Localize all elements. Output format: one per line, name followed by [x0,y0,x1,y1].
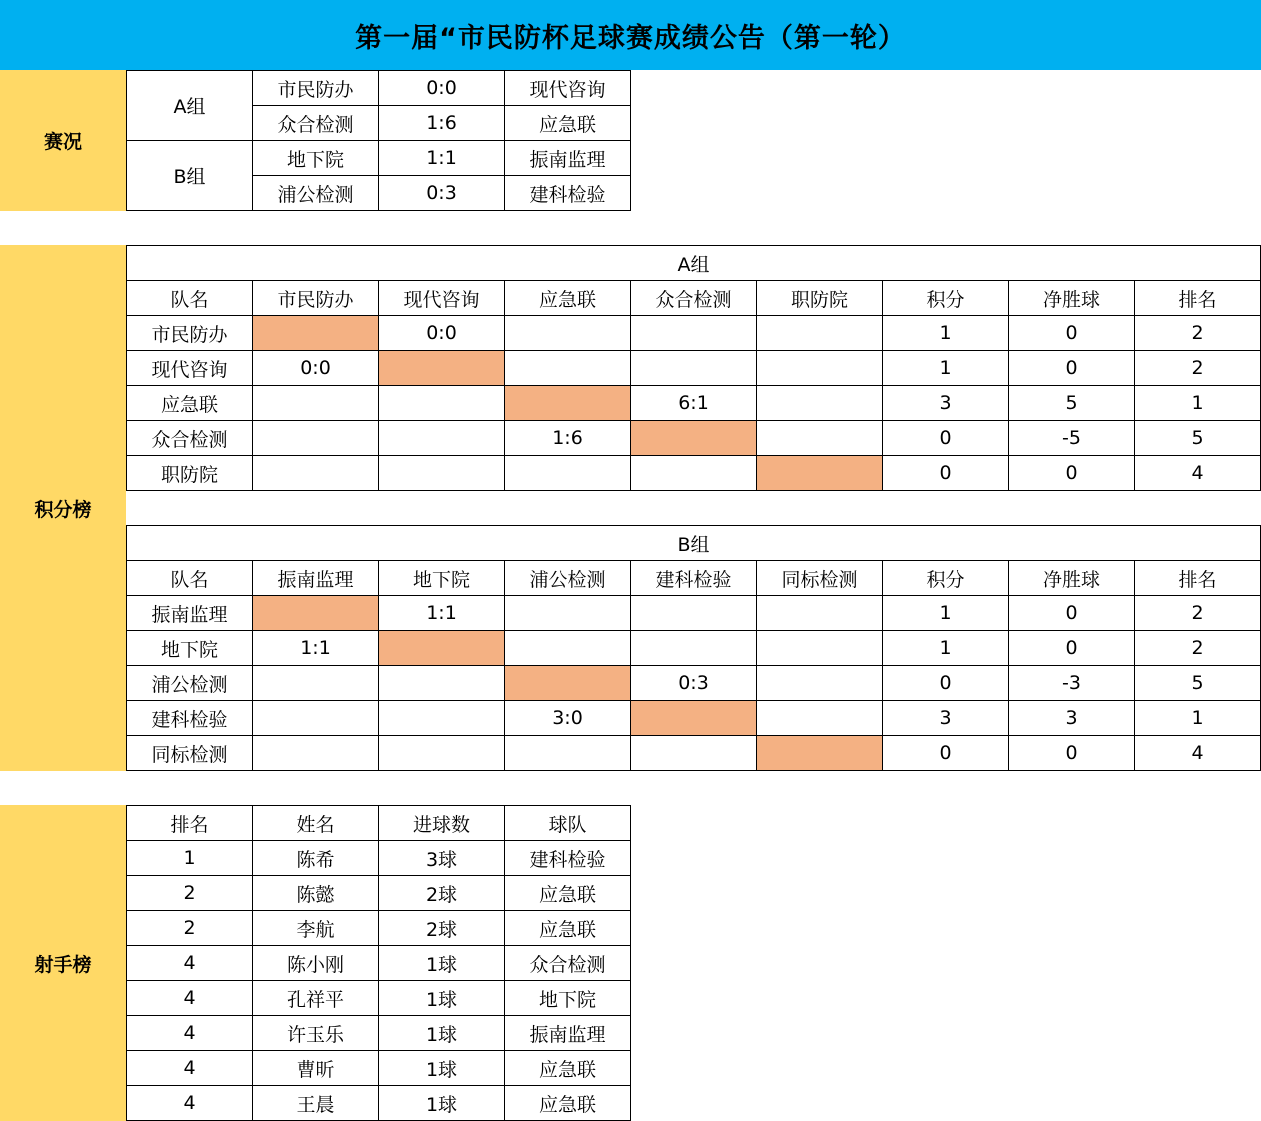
match-result-cell: 6:1 [631,386,757,421]
column-header: 球队 [505,806,631,841]
match-result-cell [505,631,631,666]
match-result-cell: 3:0 [505,701,631,736]
team-name: 地下院 [127,631,253,666]
column-header: 现代咨询 [379,281,505,316]
team-name: 浦公检测 [127,666,253,701]
column-header: 排名 [1135,281,1261,316]
match-result-cell [379,666,505,701]
match-result-cell: 0:0 [253,351,379,386]
column-header: 队名 [127,281,253,316]
column-header: 地下院 [379,561,505,596]
scorer-name: 陈懿 [253,876,379,911]
column-header: 姓名 [253,806,379,841]
match-result-cell [631,596,757,631]
scorer-rank: 4 [127,1016,253,1051]
scorer-name: 孔祥平 [253,981,379,1016]
home-team: 地下院 [253,141,379,176]
scorer-name: 陈小刚 [253,946,379,981]
section-label-results: 赛况 [0,70,126,211]
column-header: 积分 [883,281,1009,316]
match-result-cell [379,701,505,736]
column-header: 净胜球 [1009,281,1135,316]
column-header: 净胜球 [1009,561,1135,596]
diagonal-cell [379,351,505,386]
points: 3 [883,701,1009,736]
match-result-cell [253,701,379,736]
column-header: 队名 [127,561,253,596]
goal-difference: 3 [1009,701,1135,736]
team-name: 现代咨询 [127,351,253,386]
diagonal-cell [379,631,505,666]
column-header: 职防院 [757,281,883,316]
scorer-name: 王晨 [253,1086,379,1121]
diagonal-cell [253,596,379,631]
match-score: 0:3 [379,176,505,211]
team-name: 建科检验 [127,701,253,736]
scorer-team: 建科检验 [505,841,631,876]
goal-difference: 0 [1009,351,1135,386]
away-team: 现代咨询 [505,71,631,106]
match-result-cell [631,351,757,386]
rank: 5 [1135,421,1261,456]
scorer-goals: 1球 [379,1086,505,1121]
column-header: 建科检验 [631,561,757,596]
column-header: 排名 [1135,561,1261,596]
match-result-cell [631,316,757,351]
column-header: 同标检测 [757,561,883,596]
scorer-rank: 4 [127,1086,253,1121]
points: 0 [883,421,1009,456]
points: 0 [883,736,1009,771]
standings-table-group-a [126,245,1261,491]
column-header: 振南监理 [253,561,379,596]
points: 0 [883,666,1009,701]
team-name: 应急联 [127,386,253,421]
match-score: 0:0 [379,71,505,106]
match-result-cell: 0:3 [631,666,757,701]
column-header: 进球数 [379,806,505,841]
match-result-cell [757,666,883,701]
standings-table-group-b [126,525,1261,771]
match-result-cell: 0:0 [379,316,505,351]
diagonal-cell [631,701,757,736]
group-title: A组 [127,246,1261,281]
scorer-rank: 4 [127,946,253,981]
match-result-cell: 1:1 [379,596,505,631]
match-result-cell [505,736,631,771]
rank: 1 [1135,701,1261,736]
match-result-cell [757,316,883,351]
points: 1 [883,596,1009,631]
match-result-cell: 1:1 [253,631,379,666]
match-result-cell [379,736,505,771]
team-name: 同标检测 [127,736,253,771]
scorer-goals: 1球 [379,946,505,981]
diagonal-cell [505,386,631,421]
group-label: B组 [127,141,253,211]
scorer-goals: 1球 [379,1016,505,1051]
scorer-name: 陈希 [253,841,379,876]
team-name: 职防院 [127,456,253,491]
goal-difference: 0 [1009,596,1135,631]
match-result-cell [757,701,883,736]
goal-difference: -5 [1009,421,1135,456]
team-name: 市民防办 [127,316,253,351]
rank: 5 [1135,666,1261,701]
scorer-team: 应急联 [505,1051,631,1086]
goal-difference: 0 [1009,316,1135,351]
goal-difference: -3 [1009,666,1135,701]
home-team: 浦公检测 [253,176,379,211]
points: 1 [883,631,1009,666]
points: 3 [883,386,1009,421]
match-result-cell [631,456,757,491]
match-result-cell [253,736,379,771]
match-result-cell [505,596,631,631]
goal-difference: 5 [1009,386,1135,421]
match-result-cell [253,456,379,491]
scorer-goals: 1球 [379,1051,505,1086]
scorer-team: 应急联 [505,1086,631,1121]
match-result-cell [757,386,883,421]
rank: 2 [1135,631,1261,666]
diagonal-cell [505,666,631,701]
rank: 1 [1135,386,1261,421]
match-result-cell [253,386,379,421]
scorer-team: 众合检测 [505,946,631,981]
match-result-cell [505,456,631,491]
scorer-team: 应急联 [505,876,631,911]
column-header: 应急联 [505,281,631,316]
scorer-team: 地下院 [505,981,631,1016]
goal-difference: 0 [1009,631,1135,666]
match-result-cell [631,631,757,666]
scorer-name: 许玉乐 [253,1016,379,1051]
scorer-goals: 3球 [379,841,505,876]
column-header: 排名 [127,806,253,841]
match-score: 1:6 [379,106,505,141]
team-name: 众合检测 [127,421,253,456]
home-team: 众合检测 [253,106,379,141]
team-name: 振南监理 [127,596,253,631]
scorers-table [126,805,631,1121]
match-result-cell [253,421,379,456]
column-header: 浦公检测 [505,561,631,596]
points: 1 [883,351,1009,386]
match-result-cell: 1:6 [505,421,631,456]
rank: 2 [1135,316,1261,351]
match-result-cell [505,316,631,351]
points: 0 [883,456,1009,491]
diagonal-cell [631,421,757,456]
scorer-name: 李航 [253,911,379,946]
rank: 2 [1135,351,1261,386]
match-result-cell [379,386,505,421]
diagonal-cell [757,456,883,491]
scorer-rank: 2 [127,876,253,911]
home-team: 市民防办 [253,71,379,106]
column-header: 积分 [883,561,1009,596]
match-result-cell [379,421,505,456]
away-team: 建科检验 [505,176,631,211]
away-team: 振南监理 [505,141,631,176]
scorer-team: 振南监理 [505,1016,631,1051]
match-result-cell [631,736,757,771]
away-team: 应急联 [505,106,631,141]
scorer-team: 应急联 [505,911,631,946]
scorer-rank: 4 [127,981,253,1016]
diagonal-cell [253,316,379,351]
match-result-cell [505,351,631,386]
section-label-scorers: 射手榜 [0,805,126,1121]
goal-difference: 0 [1009,736,1135,771]
column-header: 市民防办 [253,281,379,316]
match-result-cell [757,631,883,666]
scorer-rank: 1 [127,841,253,876]
match-result-cell [757,351,883,386]
match-result-cell [757,596,883,631]
points: 1 [883,316,1009,351]
rank: 2 [1135,596,1261,631]
rank: 4 [1135,456,1261,491]
match-result-cell [379,456,505,491]
scorer-goals: 2球 [379,911,505,946]
page-title: 第一届“市民防杯足球赛成绩公告（第一轮） [0,0,1261,70]
scorer-rank: 4 [127,1051,253,1086]
goal-difference: 0 [1009,456,1135,491]
section-label-standings: 积分榜 [0,245,126,771]
match-result-cell [253,666,379,701]
results-table [126,70,631,211]
match-score: 1:1 [379,141,505,176]
scorer-name: 曹昕 [253,1051,379,1086]
diagonal-cell [757,736,883,771]
match-result-cell [757,421,883,456]
group-title: B组 [127,526,1261,561]
scorer-goals: 1球 [379,981,505,1016]
group-label: A组 [127,71,253,141]
column-header: 众合检测 [631,281,757,316]
scorer-rank: 2 [127,911,253,946]
scorer-goals: 2球 [379,876,505,911]
rank: 4 [1135,736,1261,771]
